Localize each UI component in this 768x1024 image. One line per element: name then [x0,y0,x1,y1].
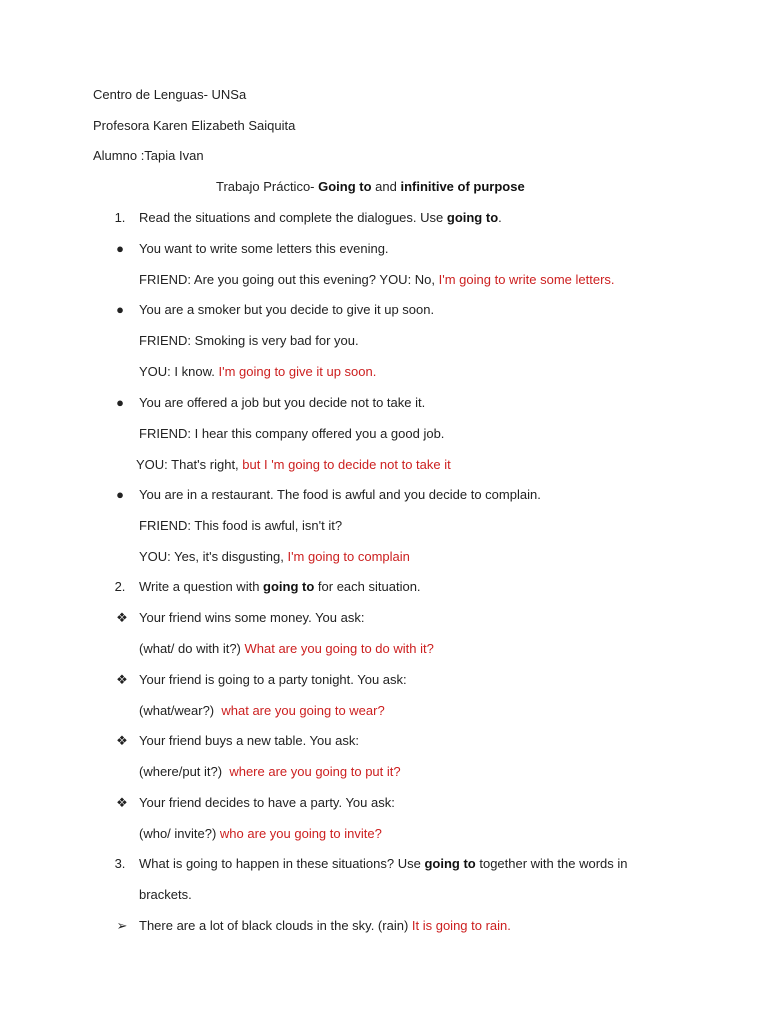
instruction-bold: going to [446,210,499,225]
bullet-icon: ● [116,302,124,317]
diamond-bullet-icon: ❖ [116,795,128,810]
prompt-text: (where/put it?) [139,764,230,779]
question-situation-1: Your friend wins some money. You ask: [139,610,365,625]
instruction-bold: going to [263,579,315,594]
bullet-icon: ● [116,487,124,502]
answer-text: I'm going to give it up soon. [218,364,377,379]
bullet-icon: ● [116,395,124,410]
dialog-text: YOU: That's right, [136,457,243,472]
answer-text: What are you going to do with it? [244,641,434,656]
instruction-bold: going to [424,856,476,871]
diamond-bullet-icon: ❖ [116,733,128,748]
student-line: Alumno :Tapia Ivan [93,148,204,163]
answer-text: I'm going to complain [287,549,410,564]
instruction-text: Read the situations and complete the dialogues. Use [139,210,447,225]
question-answer-1 [139,641,434,657]
dialog-1 [139,272,615,288]
answer-text: what are you going to wear? [221,703,385,718]
question-situation-3: Your friend buys a new table. You ask: [139,733,359,748]
title-bold-going-to: Going to [318,179,372,194]
question-answer-4 [139,826,382,842]
title-mid: and [371,179,401,194]
answer-text: who are you going to invite? [219,826,382,841]
section1-instruction [139,210,502,226]
prompt-text: (who/ invite?) [139,826,220,841]
friend-line-3: FRIEND: I hear this company offered you a good job. [139,426,445,441]
instruction-text: What is going to happen in these situations? Use [139,856,425,871]
instruction-text: Write a question with [139,579,264,594]
section3-instruction [139,856,627,872]
page-title [216,179,525,195]
you-line-3 [136,457,451,473]
dialog-text: YOU: Yes, it's disgusting, [139,549,288,564]
section2-instruction [139,579,421,595]
instruction-end: together with the words in [475,856,628,871]
situation-3: You are offered a job but you decide not to take it. [139,395,426,410]
number-2: 2. [114,579,126,594]
section3-instruction-line2: brackets. [139,887,192,902]
dialog-text: FRIEND: Are you going out this evening? YOU: No, [139,272,439,287]
dialog-text: YOU: I know. [139,364,219,379]
answer-text: but I 'm going to decide not to take it [242,457,451,472]
question-answer-3 [139,764,401,780]
arrow-bullet-icon: ➢ [116,918,128,933]
you-line-4 [139,549,410,565]
situation-4: You are in a restaurant. The food is awful and you decide to complain. [139,487,541,502]
instruction-end: . [498,210,502,225]
situation-text: There are a lot of black clouds in the sky. (rain) [139,918,412,933]
friend-line-4: FRIEND: This food is awful, isn't it? [139,518,343,533]
teacher-line: Profesora Karen Elizabeth Saiquita [93,118,296,133]
title-bold-infinitive: infinitive of purpose [400,179,525,194]
situation-2: You are a smoker but you decide to give it up soon. [139,302,435,317]
number-3: 3. [114,856,126,871]
bullet-icon: ● [116,241,124,256]
prediction-1 [139,918,511,934]
question-situation-4: Your friend decides to have a party. You ask: [139,795,395,810]
instruction-end: for each situation. [314,579,421,594]
institution-line: Centro de Lenguas- UNSa [93,87,247,102]
you-line-2 [139,364,376,380]
prompt-text: (what/wear?) [139,703,222,718]
answer-text: It is going to rain. [411,918,511,933]
title-prefix: Trabajo Práctico- [216,179,319,194]
number-1: 1. [114,210,126,225]
diamond-bullet-icon: ❖ [116,610,128,625]
answer-text: I'm going to write some letters. [438,272,615,287]
question-answer-2 [139,703,385,719]
diamond-bullet-icon: ❖ [116,672,128,687]
answer-text: where are you going to put it? [229,764,401,779]
situation-1: You want to write some letters this evening. [139,241,389,256]
question-situation-2: Your friend is going to a party tonight. You ask: [139,672,407,687]
friend-line-2: FRIEND: Smoking is very bad for you. [139,333,359,348]
prompt-text: (what/ do with it?) [139,641,245,656]
